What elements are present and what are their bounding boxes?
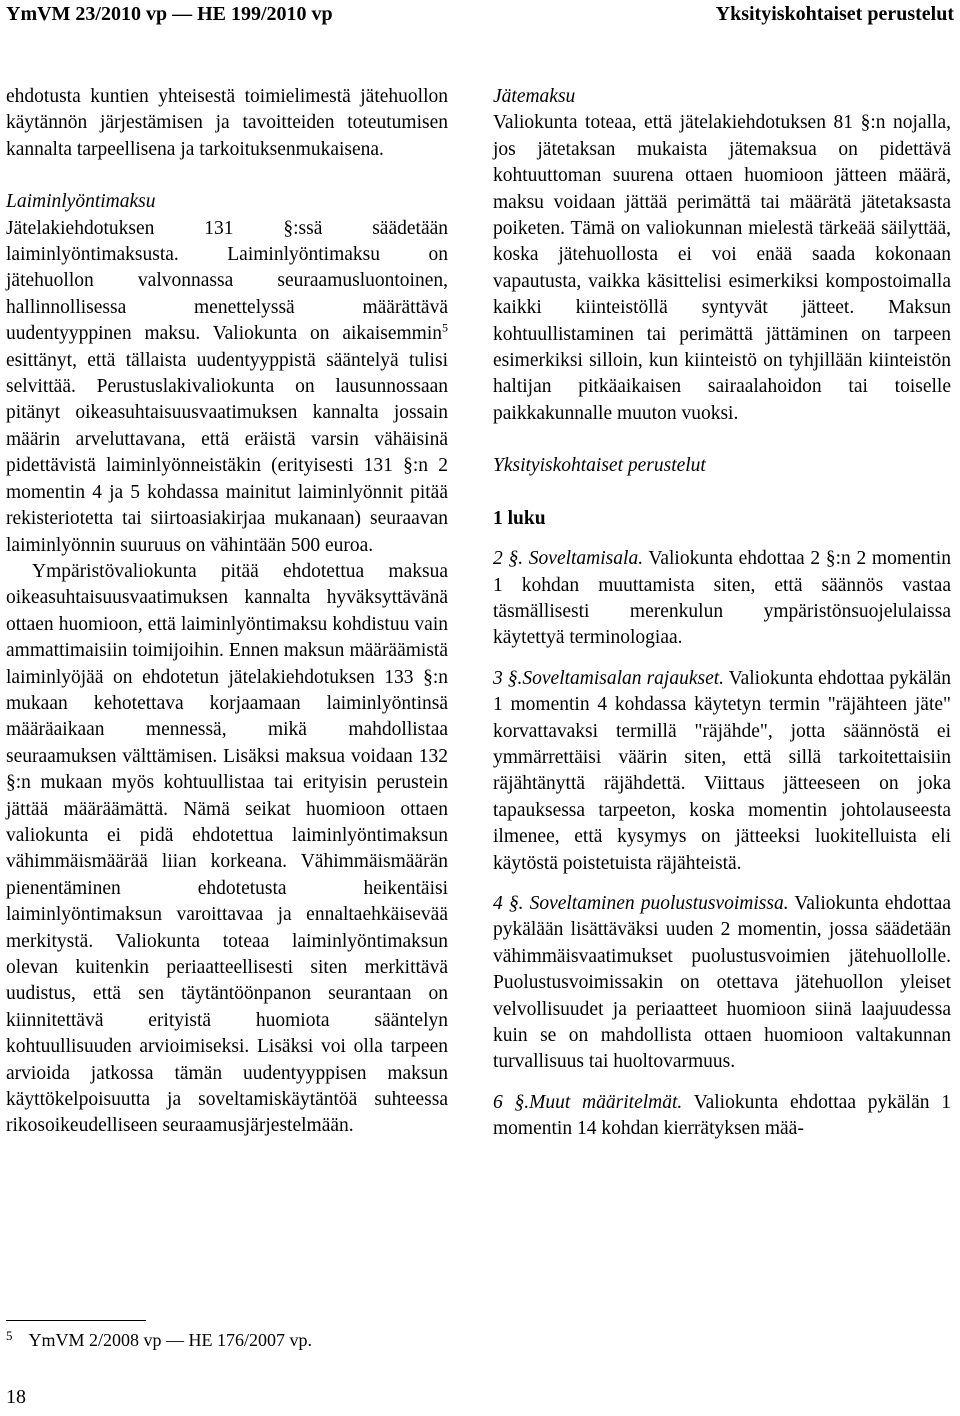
section-2-title: 2 §. Soveltamisala. xyxy=(493,548,644,570)
footnote-number: 5 xyxy=(6,1328,13,1343)
heading-laiminlyontimaksu: Laiminlyöntimaksu xyxy=(6,191,156,213)
section-6-paragraph xyxy=(493,1090,951,1143)
paragraph-jatemaksu: Valiokunta toteaa, että jätelakiehdotuksen 81 §:n nojalla, jos jätetaksan mukaista jätemaksua on pidettävä kohtuuttoman suurena ottaen huomioon jätteen määrä, maksu voidaan jättää perimättä tai määrätä jätetaksasta poiketen. Tämä on valiokunnan mielestä tärkeää säilyttää, koska jätehuollosta ei voi enää saada kokonaan vapautusta, vaikka käsittelisi esimerkiksi kompostoimalla kaikki kiinteistöllä syntyvät jätteet. Maksun kohtuullistaminen tai perimättä jättäminen on tarpeen esimerkiksi silloin, kun kiinteistö on tyhjillään kiinteistön haltijan pitkäaikaisen sairaalahoidon tai toiselle paikkakunnalle muuton vuoksi. xyxy=(493,112,951,424)
page-number: 18 xyxy=(6,1386,26,1408)
chapter-heading: 1 luku xyxy=(493,507,546,529)
section-2-text: Valiokunta ehdottaa 2 §:n 2 momentin 1 kohdan muuttamista siten, että säännös vastaa täsmällisesti merenkulun ympäristönsuojelulaissa käytettyä terminologiaa. xyxy=(493,548,951,649)
section-3-title: 3 §.Soveltamisalan rajaukset. xyxy=(493,667,725,689)
header-document-id: YmVM 23/2010 vp — HE 199/2010 vp xyxy=(6,3,333,25)
intro-paragraph: ehdotusta kuntien yhteisestä toimielimestä jätehuollon käytännön järjestämisen ja tavoitteiden toteutumisen kannalta tarpeellisena ja tarkoituksenmukaisena. xyxy=(6,86,448,160)
paragraph-laiminlyontimaksu xyxy=(6,216,448,559)
running-header xyxy=(0,0,960,32)
paragraph-laiminlyontimaksu-end: esittänyt, että tällaista uudentyyppistä sääntelyä tulisi selvittää. Perustuslakivaliokunta on lausunnossaan pitänyt oikeasuhtaisuusvaatimuksen kannalta jossain määrin arveluttavana, että eräistä varsin vähäisinä pidettävistä laiminlyönneistäkin (erityisesti 131 §:n 2 momentin 4 ja 5 kohdassa mainitut laiminlyönnit pitää rekisteriotetta tai siirtoasiakirjaa mukanaan) seuraavan laiminlyönnin suuruus on vähintään 500 euroa. xyxy=(6,349,448,556)
footnote-text: YmVM 2/2008 vp — HE 176/2007 vp. xyxy=(28,1330,312,1350)
heading-jatemaksu: Jätemaksu xyxy=(493,86,576,107)
section-6-title: 6 §.Muut määritelmät. xyxy=(493,1091,683,1113)
section-6-text: Valiokunta ehdottaa pykälän 1 momentin 14 kohdan kierrätyksen mää- xyxy=(493,1091,951,1140)
header-section-title: Yksityiskohtaiset perustelut xyxy=(715,3,954,25)
paragraph-laiminlyontimaksu-start: Jätelakiehdotuksen 131 §:ssä säädetään laiminlyöntimaksusta. Laiminlyöntimaksu on jätehuollon valvonnassa seuraamusluontoinen, hallinnollisessa menettelyssä määrättävä uudentyyppinen maksu. Valiokunta on aikaisemmin xyxy=(6,217,448,345)
paragraph-ymparistovaliokunta: Ympäristövaliokunta pitää ehdotettua maksua oikeasuhtaisuusvaatimuksen kannalta hyväksyttävänä ottaen huomioon, että laiminlyöntimaksu kohdistuu vain ammattimaisiin toimijoihin. Ennen maksun määräämistä laiminlyöjää on ehdotetun jätelakiehdotuksen 133 §:n mukaan kehotettava korjaamaan laiminlyöntinsä määräaikaan mennessä, mikä mahdollistaa seuraamuksen välttämisen. Lisäksi maksua voidaan 132 §:n mukaan myös kohtuullistaa tai erityisin perustein jättää määräämättä. Nämä seikat huomioon ottaen valiokunta ei pidä ehdotettua laiminlyöntimaksun vähimmäismäärää liian korkeana. Vähimmäismäärän pienentäminen ehdotetusta heikentäisi laiminlyöntimaksun varoittavaa ja ennaltaehkäisevää merkitystä. Valiokunta toteaa laiminlyöntimaksun olevan kuitenkin periaatteellisesti siten merkittävä uudistus, että sen täytäntöönpanon seurantaan on kiinnitettävä erityistä huomiota sääntelyn kohtuullisuuden arvioimiseksi. Lisäksi voi olla tarpeen arvioida jatkossa tämän uudentyyppisen maksun käyttökelpoisuutta ja soveltamiskäytäntöä suhteessa rikosoikeudelliseen seuraamusjärjestelmään. xyxy=(6,560,448,1137)
heading-yksityiskohtaiset: Yksityiskohtaiset perustelut xyxy=(493,455,706,477)
section-3-paragraph xyxy=(493,666,951,877)
section-4-paragraph xyxy=(493,891,951,1076)
footnote xyxy=(6,1328,446,1354)
footnote-reference: 5 xyxy=(442,320,448,335)
footnote-divider xyxy=(6,1320,146,1321)
section-4-text: Valiokunta ehdottaa pykälään lisättäväksi uuden 2 momentin, jossa säädetään vähimmäisvaatimukset puolustusvoimien jätehuollolle. Puolustusvoimissakin on otettava jätehuollon yleiset velvollisuudet ja periaatteet huomioon siinä laajuudessa kuin se on mahdollista ottaen huomioon valtakunnan turvallisuus tai huoltovarmuus. xyxy=(493,892,951,1073)
section-4-title: 4 §. Soveltaminen puolustusvoimissa. xyxy=(493,892,789,914)
section-3-text: Valiokunta ehdottaa pykälän 1 momentin 4 kohdassa käytetyn termin "räjähteen jäte" korvattavaksi termillä "räjähde", jotta säännöstä ei ymmärrettäisi väärin siten, että sillä tarkoitettaisiin räjähtänyttä räjähdettä. Viittaus jätteeseen on joka tapauksessa tarpeeton, koska momentin johtolauseesta ilmenee, että kysymys on jätteeksi luokitelluista eli käytöstä poistetuista räjähteistä. xyxy=(493,667,951,874)
section-2-paragraph xyxy=(493,546,951,652)
left-column xyxy=(6,84,448,1140)
right-column xyxy=(493,84,951,1143)
